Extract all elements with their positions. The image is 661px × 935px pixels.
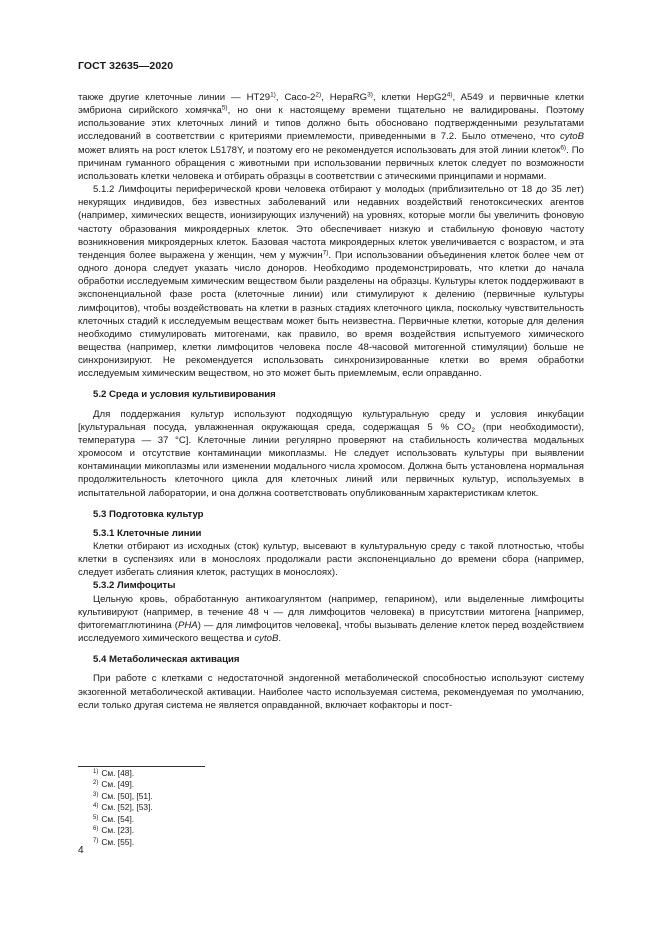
page-number: 4 <box>78 845 84 856</box>
section-heading-5-3: 5.3 Подготовка культур <box>93 508 204 520</box>
footnote-item: $^{5)}$ См. [54]. <box>93 813 135 824</box>
paragraph-cell-lines: также другие клеточные линии — HT29$^{1)}$, Caco-2$^{2)}$, HepaRG$^{3)}$, клетки HepG2$^{4)}$, A549 и первичные клетки эмбриона сирийского хомячка$^{5)}$, но они к настоящему времени тщательно не валидированы. Поэтому использование этих клеточных линий и типов должно быть обосновано подтвержденными результатами исследований в соответствии с критериями приемлемости, приведенными в 7.2. Было отмечено, что cytoB может влиять на рост клеток L5178Y, и поэтому его не рекомендуется использовать для этой линии клеток$^{6)}$. По причинам гуманного обращения с животными при использовании первичных клеток следует по возможности использовать клетки человека и отбирать образцы в соответствии с этическими принципами и нормами. <box>78 91 584 182</box>
paragraph-lymphocytes: 5.1.2 Лимфоциты периферической крови человека отбирают у молодых (приблизительно от 18 до 35 лет) некурящих индивидов, без известных заболеваний или недавних воздействий генотоксических агентов (например, химических веществ, ионизирующих излучений) на уровнях, которые могли бы увеличить фоновую частоту образования микроядерных клеток. Это обеспечивает низкую и стабильную фоновую частоту возникновения микроядерных клеток. Базовая частота микроядерных клеток увеличивается с возрастом, и эта тенденция более выражена у женщин, чем у мужчин$^{7)}$. При использовании объединения клеток более чем от одного донора следует указать число доноров. Необходимо продемонстрировать, что клетки до начала обработки исследуемым химическим веществом были разделены на образцы. Культуры клеток поддерживают в экспоненциальной фазе роста (клеточные линии) или стимулируют к делению (первичные культуры лимфоцитов), чтобы воздействовать на клетки в разных стадиях клеточного цикла, поскольку чувствительность клеточных стадий к исследуемым веществам может быть неизвестна. Первичные клетки, которые для деления необходимо стимулировать митогенами, как правило, во время воздействия испытуемого химического вещества (например, клетки лимфоцитов человека после 48-часовой митогенной стимуляции) больше не синхронизируют. Не рекомендуется использовать синхронизированные клетки во время обработки исследуемым химическим веществом, но это может быть приемлемым, если оправданно. <box>78 184 584 380</box>
document-code-header: ГОСТ 32635—2020 <box>78 60 174 72</box>
footnote-separator <box>78 766 205 767</box>
paragraph-cell-lines-prep: Клетки отбирают из исходных (сток) культур, высевают в культуральную среду с такой плотностью, чтобы клетки в суспензиях или в монослоях продолжали расти экспоненциально до времени сбора (например, следует избегать слияния клеток, растущих в монослоях). <box>78 541 584 579</box>
footnote-ref[interactable]: 7) <box>322 249 329 257</box>
footnote-ref[interactable]: 2) <box>315 91 322 99</box>
footnote-item: $^{4)}$ См. [52], [53]. <box>93 802 153 813</box>
footnote-ref[interactable]: 6) <box>560 144 567 152</box>
section-heading-5-3-2: 5.3.2 Лимфоциты <box>93 580 176 592</box>
main-text <box>78 91 584 712</box>
footnote-ref[interactable]: 4) <box>446 91 453 99</box>
footnote-item: $^{2)}$ См. [49]. <box>93 779 135 790</box>
footnote-item: $^{3)}$ См. [50], [51]. <box>93 790 153 801</box>
paragraph-metabolic-activation: При работе с клетками с недостаточной эндогенной метаболической способностью используют систему экзогенной метаболической активации. Наиболее часто используемая система, рекомендуемая по умолчанию, если только другая система не является оправданной, включает кофакторы и пост- <box>78 673 584 711</box>
footnote-ref[interactable]: 3) <box>367 91 373 99</box>
section-heading-5-3-1: 5.3.1 Клеточные линии <box>93 527 202 539</box>
paragraph-lymphocyte-prep: Цельную кровь, обработанную антикоагулянтом (например, гепарином), или выделенные лимфоциты культивируют (например, в течение 48 ч — для лимфоцитов человека) в присутствии митогена [например, фитогемагглютинина (PHA) — для лимфоцитов человека], чтобы вызывать деление клеток перед воздействием исследуемого химического вещества и cytoB. <box>78 593 584 645</box>
footnotes <box>93 768 153 848</box>
section-heading-5-4: 5.4 Метаболическая активация <box>93 654 240 666</box>
footnote-ref[interactable]: 1) <box>270 91 276 99</box>
paragraph-culture-conditions: Для поддержания культур используют подходящую культуральную среду и условия инкубации [культуральная посуда, увлажненная окружающая среда, содержащая 5 % $CO_2$ (при необходимости), температура — 37 °C]. Клеточные линии регулярно проверяют на стабильность количества модальных хромосом и отсутствие контаминации микоплазмы. Не следует использовать культуры при выявлении контаминации микоплазмы или изменении модального числа хромосом. Должна быть установлена нормальная продолжительность клеточного цикла для клеточных линий или первичных культур, используемых в испытательной лаборатории, и она должна соответствовать опубликованным характеристикам клеток. <box>78 408 584 499</box>
footnote-item: $^{1)}$ См. [48]. <box>93 768 135 778</box>
footnote-item: $^{6)}$ См. [23]. <box>93 825 135 836</box>
footnote-item: $^{7)}$ См. [55]. <box>93 836 135 847</box>
footnote-ref[interactable]: 5) <box>221 104 228 112</box>
section-heading-5-2: 5.2 Среда и условия культивирования <box>93 389 276 401</box>
